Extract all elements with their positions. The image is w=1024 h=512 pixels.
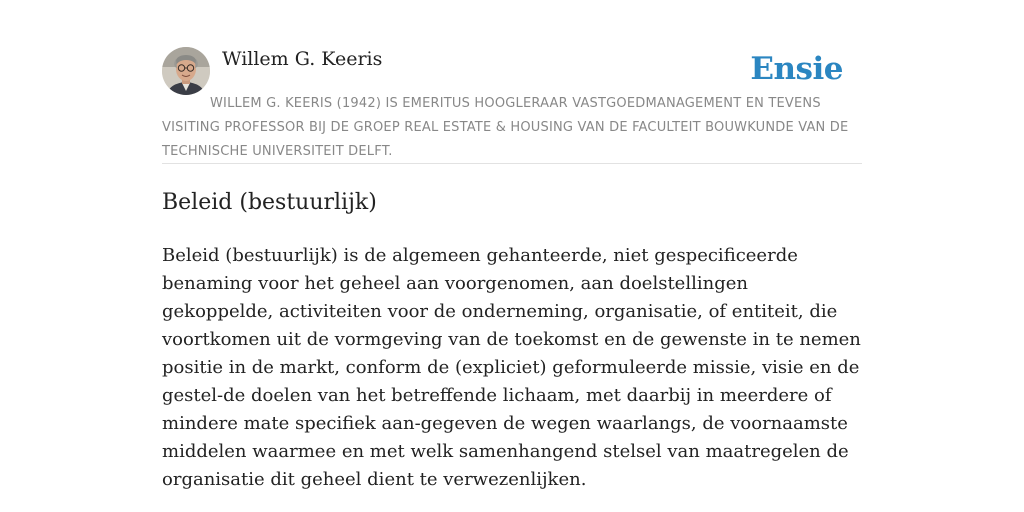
article-body: Beleid (bestuurlijk) is de algemeen gehanteerde, niet gespecificeerde benaming voor het geheel aan voorgenomen, aan doelstellingen gekoppelde, activiteiten voor de onderneming, organisatie, of entiteit, die voortkomen uit de vormgeving van de toekomst en de gewenste in te nemen positie in de markt, conform de (expliciet) geformuleerde missie, visie en de gestel-de doelen van het betreffende lichaam, met daarbij in meerdere of mindere mate specifiek aan-gegeven de wegen waarlangs, de voornaamste middelen waarmee en met welk samenhangend stelsel van maatregelen de organisatie dit geheel dient te verwezenlijken. [162,245,861,490]
article-card [162,44,862,494]
author-bio: WILLEM G. KEERIS (1942) IS EMERITUS HOOGLERAAR VASTGOEDMANAGEMENT EN TEVENS VISITING PROFESSOR BIJ DE GROEP REAL ESTATE & HOUSING VAN DE FACULTEIT BOUWKUNDE VAN DE TECHNISCHE UNIVERSITEIT DELFT. [162,96,849,159]
article-title: Beleid (bestuurlijk) [162,190,377,215]
author-portrait-icon [162,47,210,95]
author-avatar [162,47,210,95]
author-header [162,44,862,164]
author-name[interactable]: Willem G. Keeris [222,48,383,70]
brand-logo[interactable]: Ensie [750,51,843,87]
